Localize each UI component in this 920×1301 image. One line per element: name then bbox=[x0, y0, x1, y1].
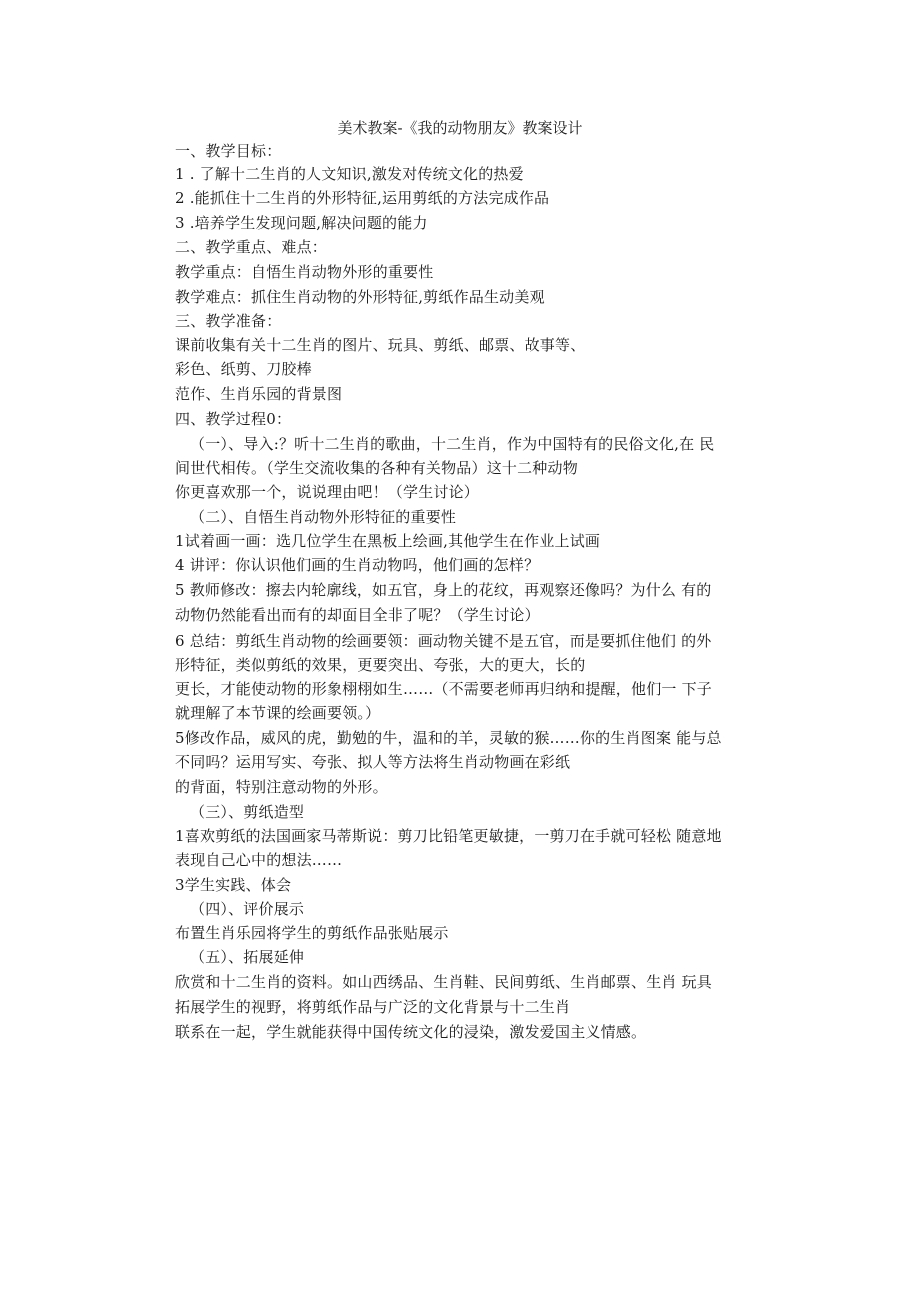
difficult-point: 教学难点：抓住生肖动物的外形特征,剪纸作品生动美观 bbox=[175, 288, 545, 306]
process-line: 布置生肖乐园将学生的剪纸作品张贴展示 bbox=[175, 924, 449, 942]
objective-1: 1 . 了解十二生肖的人文知识,激发对传统文化的热爱 bbox=[175, 165, 524, 183]
process-line: 表现自己心中的想法…… bbox=[175, 851, 343, 869]
process-line: 1试着画一画：选几位学生在黑板上绘画,其他学生在作业上试画 bbox=[175, 532, 601, 550]
section-heading-preparation: 三、教学准备： bbox=[175, 312, 282, 330]
objective-3: 3 .培养学生发现问题,解决问题的能力 bbox=[175, 214, 428, 232]
process-line: （一）、导入:？听十二生肖的歌曲，十二生肖，作为中国特有的民俗文化,在 民 bbox=[190, 435, 715, 453]
preparation-line-3: 范作、生肖乐园的背景图 bbox=[175, 385, 343, 403]
process-line: 欣赏和十二生肖的资料。如山西绣品、生肖鞋、民间剪纸、生肖邮票、生肖 玩具 bbox=[175, 973, 712, 991]
process-line: 拓展学生的视野，将剪纸作品与广泛的文化背景与十二生肖 bbox=[175, 998, 571, 1016]
process-line: 6 总结：剪纸生肖动物的绘画要领：画动物关键不是五官，而是要抓住他们 的外 bbox=[175, 632, 712, 650]
process-line: 的背面，特别注意动物的外形。 bbox=[175, 778, 388, 796]
process-line: 1喜欢剪纸的法国画家马蒂斯说：剪刀比铅笔更敏捷，一剪刀在手就可轻松 随意地 bbox=[175, 827, 722, 845]
key-point: 教学重点：自悟生肖动物外形的重要性 bbox=[175, 263, 434, 281]
process-line: 形特征，类似剪纸的效果，更要突出、夸张，大的更大，长的 bbox=[175, 656, 586, 674]
subsection-heading: （二）、自悟生肖动物外形特征的重要性 bbox=[190, 508, 457, 526]
section-heading-key-points: 二、教学重点、难点： bbox=[175, 238, 328, 256]
subsection-heading: （三）、剪纸造型 bbox=[190, 803, 305, 821]
process-line: 3学生实践、体会 bbox=[175, 876, 292, 894]
section-heading-process: 四、教学过程0： bbox=[175, 410, 292, 428]
process-line: 更长，才能使动物的形象栩栩如生……（不需要老师再归纳和提醒，他们一 下子 bbox=[175, 680, 712, 698]
preparation-line-2: 彩色、纸剪、刀胶棒 bbox=[175, 360, 312, 378]
process-line: 5修改作品，威风的虎，勤勉的牛，温和的羊，灵敏的猴……你的生肖图案 能与总 bbox=[175, 729, 722, 747]
preparation-line-1: 课前收集有关十二生肖的图片、玩具、剪纸、邮票、故事等、 bbox=[175, 336, 586, 354]
process-line: 动物仍然能看出而有的却面目全非了呢？（学生讨论） bbox=[175, 606, 540, 624]
subsection-heading: （四）、评价展示 bbox=[190, 900, 305, 918]
subsection-heading: （五）、拓展延伸 bbox=[190, 948, 305, 966]
process-line: 5 教师修改：擦去内轮廓线，如五官，身上的花纹，再观察还像吗？为什么 有的 bbox=[175, 581, 712, 599]
process-line: 就理解了本节课的绘画要领。） bbox=[175, 704, 381, 722]
process-line: 联系在一起，学生就能获得中国传统文化的浸染，激发爱国主义情感。 bbox=[175, 1023, 647, 1041]
process-line: 你更喜欢那一个，说说理由吧！（学生讨论） bbox=[175, 483, 480, 501]
process-line: 不同吗？运用写实、夸张、拟人等方法将生肖动物画在彩纸 bbox=[175, 753, 571, 771]
process-line: 4 讲评：你认识他们画的生肖动物吗，他们画的怎样？ bbox=[175, 556, 540, 574]
process-line: 间世代相传。（学生交流收集的各种有关物品）这十二种动物 bbox=[175, 459, 578, 477]
objective-2: 2 .能抓住十二生肖的外形特征,运用剪纸的方法完成作品 bbox=[175, 189, 550, 207]
section-heading-objectives: 一、教学目标： bbox=[175, 142, 282, 160]
document-title: 美术教案-《我的动物朋友》教案设计 bbox=[337, 119, 583, 137]
